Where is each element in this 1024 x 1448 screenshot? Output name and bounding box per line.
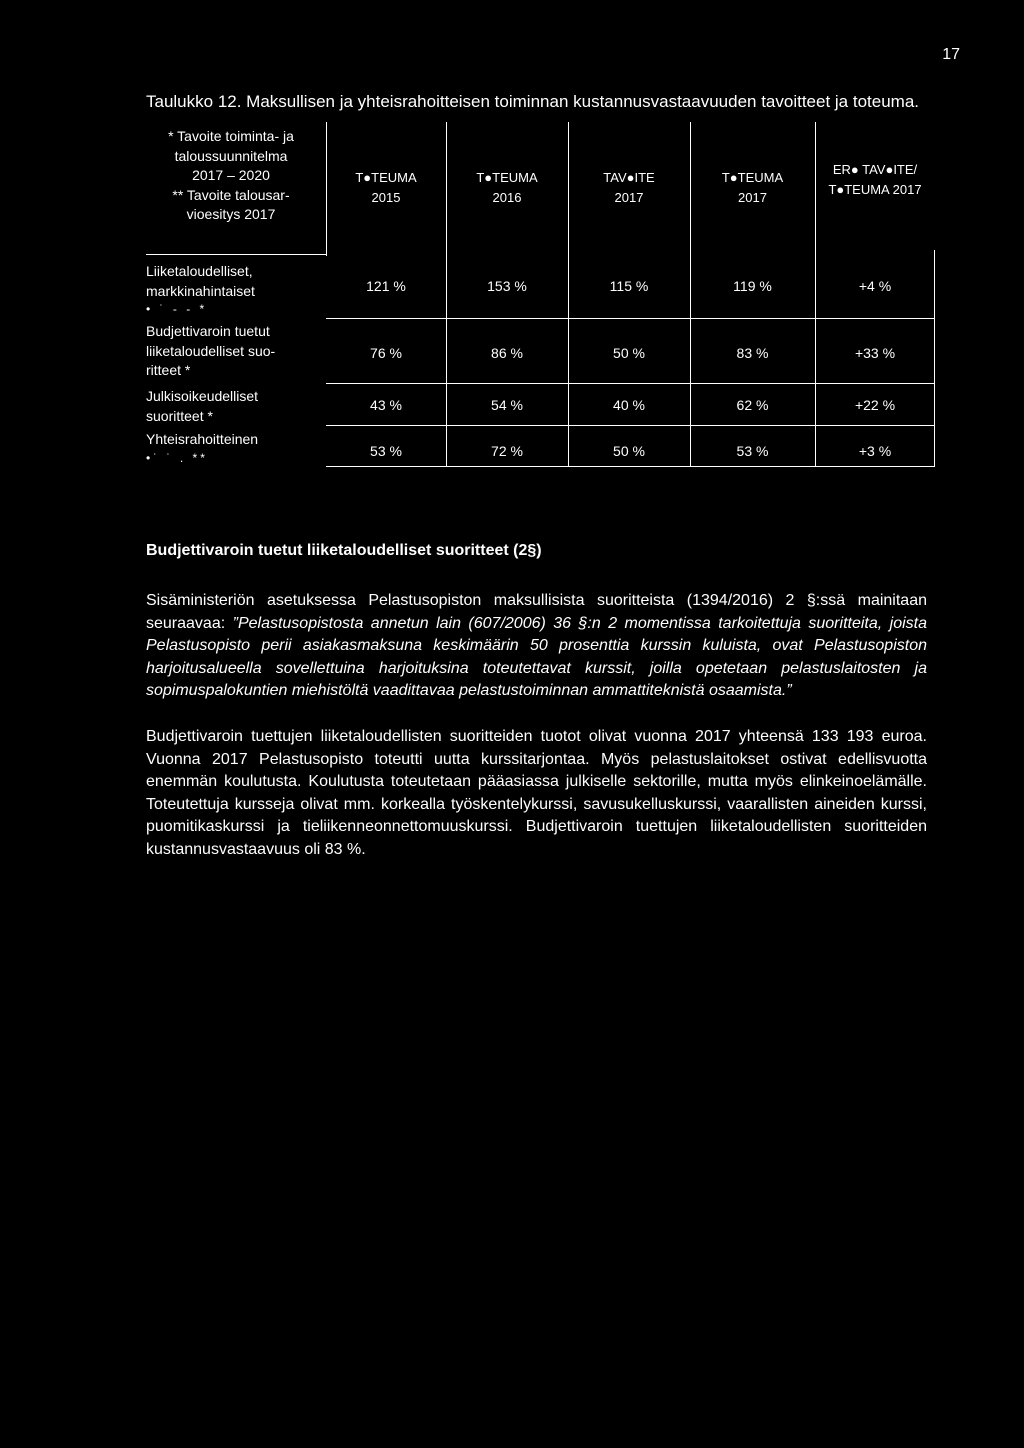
column-header-line: T●TEUMA 2017 [828,182,922,197]
column-header-line: T●TEUMA [355,170,417,185]
row-label-line: Liiketaloudelliset, [146,263,253,279]
table-cell: 50 % [613,345,645,361]
regulation-quote: ”Pelastusopistosta annetun lain (607/2006) 36 §:n 2 momentissa tarkoitettuja suoritteita, joista Pelastusopisto perii asiakasmaksuna keskimäärin 50 prosenttia kurssin kuluista, ovat Pelastusopiston harjoitusalueella sovellettuina harjoituksina toteutettavat kurssit, joilla opetetaan pelastuslaitosten ja sopimuspalokuntien miehistöltä vaadittavaa pelastustoiminnan ammattiteknistä osaamista.” [146,614,927,699]
column-header-line: 2016 [492,190,522,205]
row-label-line: markkinahintaiset [146,282,255,299]
table-cell: 121 % [366,278,406,294]
table-cell: 76 % [370,345,402,361]
page-number: 17 [942,46,960,63]
row-label-tail: •˙ ˙ . ** [146,450,208,465]
column-header-line: 2017 [738,190,767,205]
row-label-yhteisrahoitteinen [146,430,326,466]
column-header-toteuma-2015 [326,168,446,208]
column-header-line: T●TEUMA [476,170,538,185]
column-header-line: ER● TAV●ITE/ [832,162,918,177]
legend-line: 2017 – 2020 [192,167,270,183]
table-cell: 83 % [736,345,769,361]
table-header-legend [146,127,316,225]
column-header-line: TAV●ITE [603,170,655,185]
legend-line: taloussuunnitelma [174,147,288,164]
paragraph-revenue-summary: Budjettivaroin tuettujen liiketaloudellisten suoritteiden tuotot olivat vuonna 2017 yhteensä 133 193 euroa. Vuonna 2017 Pelastusopisto toteutti uutta kurssitarjontaa. Myös pelastuslaitokset ostivat edellisvuotta enemmän koulutusta. Koulutusta toteutetaan pääasiassa julkiselle sektorille, mutta myös elinkeinoelämälle. Toteutettuja kursseja olivat mm. korkealla työskentelykurssi, savusukelluskurssi, vaarallisten aineiden kurssi, puomitikaskurssi ja tieliikenneonnettomuuskurssi. Budjettivaroin tuettujen liiketaloudellisten suoritteiden kustannusvastaavuus oli 83 %. [146,728,927,858]
table-cell: 53 % [736,443,769,459]
column-header-toteuma-2017 [690,168,815,208]
legend-line: * Tavoite toiminta- ja [168,128,294,144]
table-cell: 62 % [736,397,769,413]
row-label-line: ritteet * [146,362,191,378]
table-line [326,318,934,319]
column-header-line: T●TEUMA [721,170,784,185]
column-header-toteuma-2016 [446,168,568,208]
table-cell: +4 % [858,278,892,294]
section-heading: Budjettivaroin tuetut liiketaloudelliset suoritteet (2§) [146,542,542,559]
table-line [326,425,934,426]
paragraph-intro: Sisäministeriön asetuksessa Pelastusopiston maksullisista suoritteista (1394/2016) 2 §:ssä mainitaan seuraavaa: [146,592,927,632]
table-cell: 40 % [613,397,645,413]
table-cell: 72 % [491,443,523,459]
paragraph-regulation-quote [146,590,927,703]
row-label-line: suoritteet * [146,407,213,424]
column-header-line: 2015 [371,190,401,205]
table-cell: 153 % [487,278,527,294]
column-header-line: 2017 [614,190,644,205]
row-label-line: liiketaloudelliset suo- [146,342,276,359]
column-header-ero [815,160,935,200]
column-header-tavoite-2017 [568,168,690,208]
table-cell: 86 % [491,345,523,361]
table-cell: +22 % [854,397,896,413]
table-cell: 54 % [491,397,523,413]
legend-line: vioesitys 2017 [186,206,276,222]
table-line [146,254,327,255]
row-label-line: Yhteisrahoitteinen [146,431,259,447]
table-cell: 115 % [609,278,649,294]
table-cell: 43 % [370,397,402,413]
table-caption: Taulukko 12. Maksullisen ja yhteisrahoitteisen toiminnan kustannusvastaavuuden tavoitteet ja toteuma. [146,92,920,111]
table-line [326,466,934,467]
row-label-liiketaloudelliset [146,262,326,317]
table-line [326,383,934,384]
table-cell: 53 % [370,443,402,459]
table-cell: 50 % [613,443,645,459]
row-label-line: Budjettivaroin tuetut [146,323,270,339]
row-label-tail: • ˙ ‐ ‐ * [146,302,208,316]
row-label-line: Julkisoikeudelliset [146,388,259,404]
row-label-julkisoikeudelliset [146,387,326,426]
row-label-budjettivaroin [146,322,326,381]
table-cell: +33 % [854,345,896,361]
table-cell: 119 % [733,278,772,294]
legend-line: ** Tavoite talousar- [172,186,290,203]
table-cell: +3 % [858,443,892,459]
